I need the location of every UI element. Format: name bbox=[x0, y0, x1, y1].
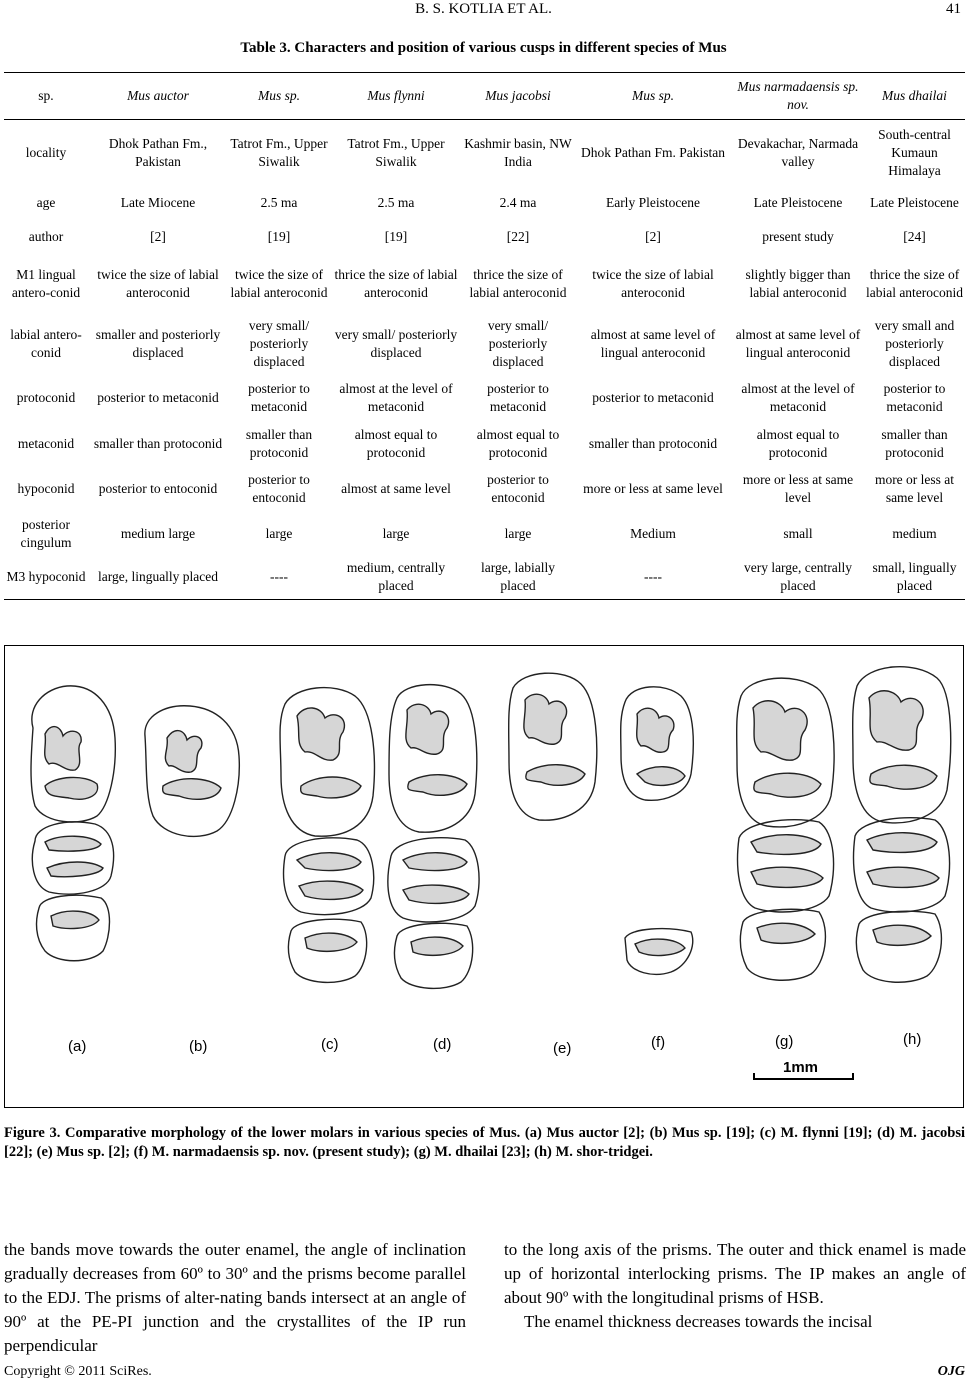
table-cell: twice the size of labial anteroconid bbox=[97, 266, 219, 300]
table-cell: large bbox=[504, 525, 532, 541]
table-cell: smaller than protoconid bbox=[245, 426, 313, 460]
running-header bbox=[0, 0, 967, 24]
molar-drawings bbox=[5, 646, 962, 1106]
table-cell: small bbox=[783, 525, 813, 541]
panel-label-b: (b) bbox=[189, 1038, 208, 1055]
table-cell: posterior to metaconid bbox=[97, 389, 219, 405]
table-cell: twice the size of labial anteroconid bbox=[592, 266, 714, 300]
table-cell: very small/ posteriorly displaced bbox=[487, 317, 549, 369]
panel-label-g: (g) bbox=[775, 1033, 794, 1050]
table-cell: almost equal to protoconid bbox=[476, 426, 560, 460]
panel-label-d: (d) bbox=[433, 1036, 452, 1053]
table-cell: Dhok Pathan Fm., Pakistan bbox=[108, 135, 208, 169]
table-row bbox=[4, 512, 965, 556]
column-header: Mus flynni bbox=[330, 73, 462, 120]
molar-f bbox=[621, 687, 694, 1051]
row-label: M3 hypoconid bbox=[4, 556, 88, 600]
table-cell: posterior to metaconid bbox=[592, 389, 714, 405]
table-cell: [24] bbox=[903, 228, 926, 244]
table-cell: very small/ posteriorly displaced bbox=[248, 317, 310, 369]
table-row bbox=[4, 374, 965, 422]
row-label: author bbox=[28, 228, 64, 244]
table-cell: medium, centrally placed bbox=[330, 556, 462, 600]
table-cell: [22] bbox=[506, 228, 530, 244]
table-cell: 2.5 ma bbox=[260, 194, 298, 210]
table-cell: present study bbox=[762, 228, 834, 244]
table-cell: very large, centrally placed bbox=[732, 556, 864, 600]
table-cell: almost at the level of metaconid bbox=[339, 380, 453, 414]
row-label: metaconid bbox=[17, 435, 75, 451]
table-cell: Tatrot Fm., Upper Siwalik bbox=[347, 135, 445, 169]
scale-label: 1mm bbox=[783, 1059, 819, 1076]
row-label: M1 lingual antero-conid bbox=[11, 266, 81, 300]
table-cell: smaller than protoconid bbox=[588, 435, 718, 451]
row-label: protoconid bbox=[16, 389, 76, 405]
table-cell: [19] bbox=[384, 228, 408, 244]
table-cell: large bbox=[265, 525, 293, 541]
table-cell: Tatrot Fm., Upper Siwalik bbox=[230, 135, 328, 169]
table-cell: small, lingually placed bbox=[864, 556, 965, 600]
table-cell: very small and posteriorly displaced bbox=[874, 317, 955, 369]
table-row bbox=[4, 254, 965, 314]
molar-c bbox=[280, 688, 374, 1053]
page-number: 41 bbox=[946, 1, 961, 17]
table-container bbox=[4, 72, 965, 600]
table-cell: thrice the size of labial anteroconid bbox=[865, 266, 964, 300]
table-cell: Late Pleistocene bbox=[870, 194, 959, 210]
panel-label-f: (f) bbox=[651, 1034, 666, 1051]
table-cell: posterior to metaconid bbox=[883, 380, 946, 414]
table-cell: posterior to entoconid bbox=[487, 471, 549, 505]
column-header: Mus sp. bbox=[574, 73, 732, 120]
table-cell: large, lingually placed bbox=[88, 556, 228, 600]
table-cell: posterior to metaconid bbox=[248, 380, 310, 414]
molar-e bbox=[509, 673, 597, 1057]
table-row bbox=[4, 422, 965, 466]
table-cell: ---- bbox=[228, 556, 330, 600]
table-header-row bbox=[4, 73, 965, 120]
table-row bbox=[4, 120, 965, 186]
panel-label-a: (a) bbox=[68, 1038, 87, 1055]
table-cell: Devakachar, Narmada valley bbox=[737, 135, 859, 169]
table-cell: Late Pleistocene bbox=[753, 194, 843, 210]
figure-caption: Figure 3. Comparative morphology of the lower molars in various species of Mus. (a) Mus auctor [2]; (b) Mus sp. [19]; (c) M. flynni [19]; (d) M. jacobsi [22]; (e) Mus sp. [2]; (f) M. narmadaensis sp. nov. (present study); (g) M. dhailai [23]; (h) M. shor-tridgei. bbox=[4, 1125, 965, 1160]
body-paragraph: the bands move towards the outer enamel, the angle of inclination gradually decreases from 60º to 30º and the prisms become parallel to the EDJ. The prisms of alter-nating bands intersect at an angle of 90º at the PE-PI junction and the crystallites of the IP run perpendicular bbox=[4, 1240, 466, 1355]
table-cell: more or less at same level bbox=[742, 471, 854, 505]
body-column-right bbox=[504, 1238, 966, 1334]
table-title: Table 3. Characters and position of various cusps in different species of Mus bbox=[240, 40, 727, 56]
table-cell: slightly bigger than labial anteroconid bbox=[745, 266, 851, 300]
table-cell: 2.5 ma bbox=[377, 194, 415, 210]
table-cell: thrice the size of labial anteroconid bbox=[334, 266, 458, 300]
panel-label-e: (e) bbox=[553, 1040, 572, 1057]
column-header: Mus sp. bbox=[228, 73, 330, 120]
table-cell: posterior to metaconid bbox=[487, 380, 549, 414]
figure-3 bbox=[4, 645, 964, 1108]
table-cell: smaller than protoconid bbox=[93, 435, 223, 451]
scale-bar bbox=[754, 1059, 853, 1080]
table-cell: twice the size of labial anteroconid bbox=[230, 266, 328, 300]
table-cell: Early Pleistocene bbox=[605, 194, 701, 210]
row-label: age bbox=[36, 194, 56, 210]
molar-d bbox=[388, 685, 479, 1053]
table-cell: smaller and posteriorly displaced bbox=[95, 326, 221, 360]
body-paragraph: to the long axis of the prisms. The outer and thick enamel is made up of horizontal interlocking prisms. The IP makes an angle of about 90º with the longitudinal prisms of HSB. bbox=[504, 1240, 966, 1307]
table-cell: Kashmir basin, NW India bbox=[464, 135, 572, 169]
molar-b bbox=[145, 706, 239, 1055]
table-cell: ---- bbox=[574, 556, 732, 600]
table-body bbox=[4, 120, 965, 600]
table-cell: 2.4 ma bbox=[499, 194, 537, 210]
table-cell: almost equal to protoconid bbox=[756, 426, 840, 460]
table-cell: Late Miocene bbox=[120, 194, 196, 210]
species-cusp-table bbox=[4, 72, 965, 600]
table-cell: Medium bbox=[630, 525, 676, 541]
table-cell: almost equal to protoconid bbox=[354, 426, 438, 460]
table-cell: posterior to entoconid bbox=[98, 480, 218, 496]
running-title: B. S. KOTLIA ET AL. bbox=[415, 1, 552, 17]
table-cell: South-central Kumaun Himalaya bbox=[878, 126, 951, 178]
table-cell: medium large bbox=[120, 525, 196, 541]
column-header: Mus jacobsi bbox=[462, 73, 574, 120]
row-label: hypoconid bbox=[17, 480, 75, 496]
row-label: posterior cingulum bbox=[20, 516, 72, 550]
table-cell: almost at same level of lingual anteroconid bbox=[590, 326, 716, 360]
table-cell: posterior to entoconid bbox=[248, 471, 310, 505]
row-label: locality bbox=[25, 144, 67, 160]
table-cell: almost at the level of metaconid bbox=[741, 380, 855, 414]
table-cell: thrice the size of labial anteroconid bbox=[469, 266, 567, 300]
molar-h bbox=[853, 667, 951, 1048]
table-row bbox=[4, 556, 965, 600]
column-header: Mus narmadaensis sp. nov. bbox=[732, 73, 864, 120]
table-row bbox=[4, 314, 965, 374]
table-cell: [2] bbox=[645, 228, 661, 244]
table-cell: Dhok Pathan Fm. Pakistan bbox=[581, 144, 725, 160]
table-cell: more or less at same level bbox=[583, 480, 723, 496]
table-cell: more or less at same level bbox=[874, 471, 955, 505]
copyright-notice: Copyright © 2011 SciRes. bbox=[4, 1364, 152, 1379]
page-footer bbox=[4, 1364, 965, 1380]
molar-a bbox=[31, 686, 115, 1055]
molar-g bbox=[737, 678, 834, 1050]
body-paragraph: The enamel thickness decreases towards the incisal bbox=[524, 1312, 873, 1331]
table-cell: large, labially placed bbox=[462, 556, 574, 600]
table-cell: almost at same level of lingual anteroconid bbox=[735, 326, 861, 360]
panel-label-c: (c) bbox=[321, 1036, 339, 1053]
table-cell: very small/ posteriorly displaced bbox=[334, 326, 458, 360]
journal-abbrev: OJG bbox=[937, 1364, 965, 1379]
table-row bbox=[4, 220, 965, 254]
column-header: Mus auctor bbox=[88, 73, 228, 120]
table-cell: smaller than protoconid bbox=[881, 426, 948, 460]
table-cell: almost at same level bbox=[341, 480, 451, 496]
table-cell: medium bbox=[892, 525, 937, 541]
panel-label-h: (h) bbox=[903, 1031, 922, 1048]
table-cell: large bbox=[382, 525, 410, 541]
table-cell: [19] bbox=[267, 228, 291, 244]
body-column-left bbox=[4, 1238, 466, 1358]
row-label: labial antero-conid bbox=[10, 326, 82, 360]
table-row bbox=[4, 466, 965, 512]
table-row bbox=[4, 186, 965, 220]
column-header: sp. bbox=[4, 73, 88, 120]
table-cell: [2] bbox=[150, 228, 166, 244]
column-header: Mus dhailai bbox=[864, 73, 965, 120]
